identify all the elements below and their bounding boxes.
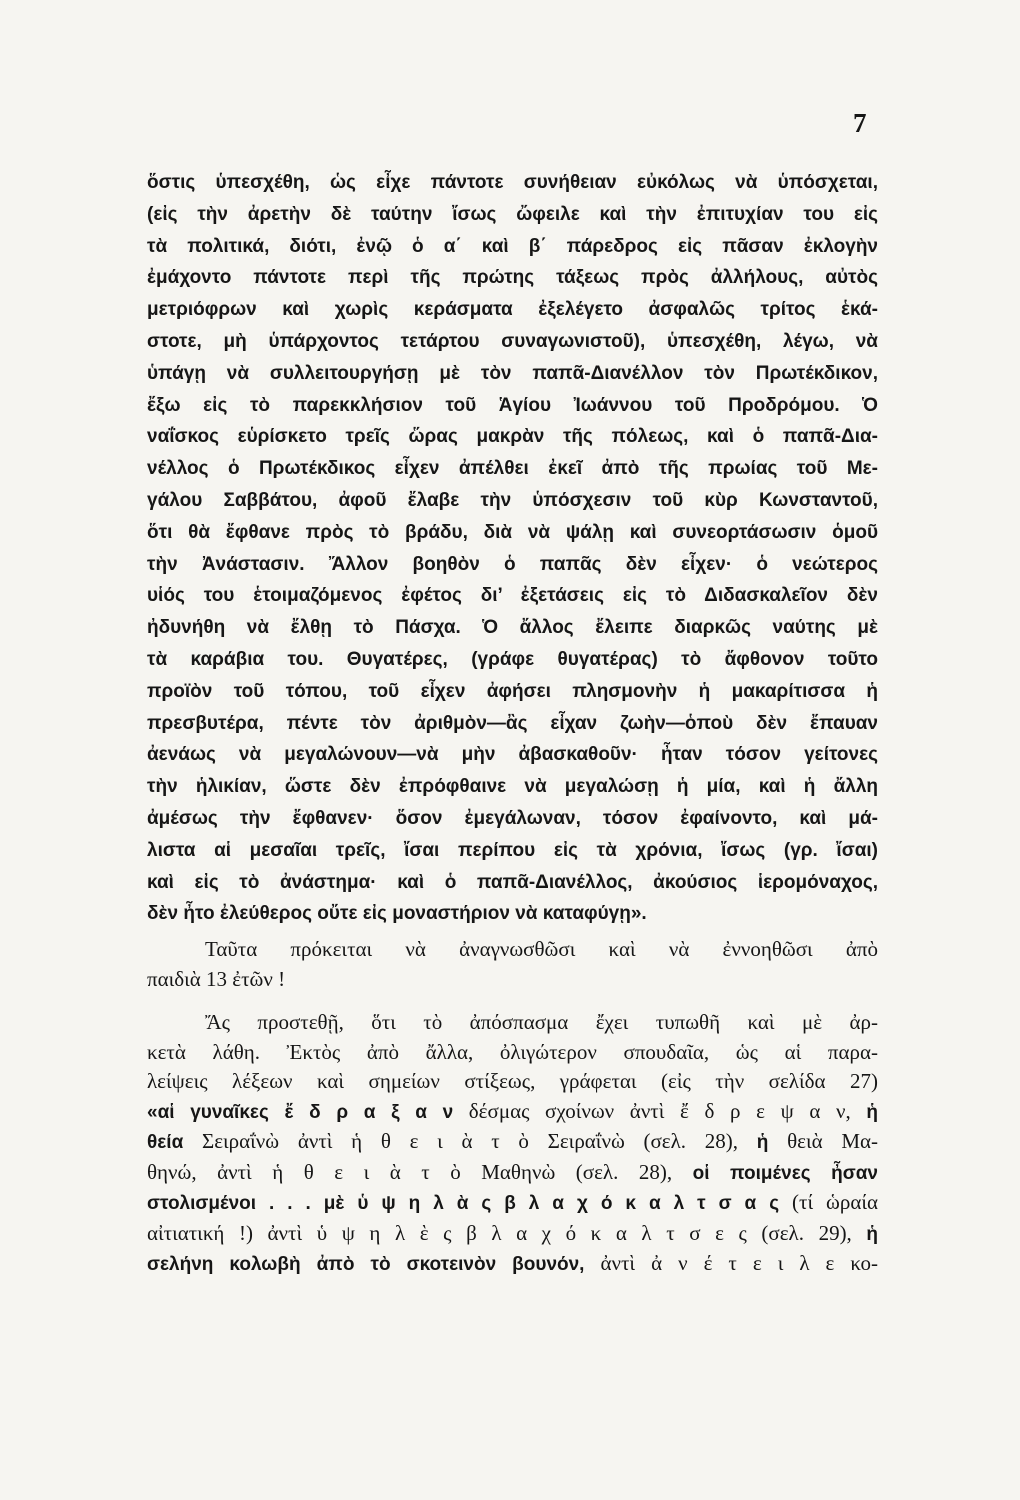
commentary-text: Ἄς προστεθῇ, ὅτι τὸ ἀπόσπασμα ἔχει τυπωθῆ καὶ μὲ ἀρ-	[205, 1010, 878, 1034]
commentary-text: κετὰ λάθη. Ἐκτὸς ἀπὸ ἄλλα, ὀλιγώτερον σπουδαῖα, ὡς αἱ παρα-	[147, 1039, 878, 1064]
commentary-paragraph	[147, 1008, 878, 1280]
quote-line: δὲν ἦτο ἐλεύθερος οὔτε εἰς μοναστήριον νὰ καταφύγῃ».	[147, 903, 647, 925]
commentary-line	[147, 1127, 878, 1158]
commentary-text: ἀντὶ ἀ ν έ τ ε ι λ ε κο-	[584, 1251, 878, 1275]
quoted-phrase: ἡ	[756, 1132, 769, 1153]
quote-line: ὅτι θὰ ἔφθανε πρὸς τὸ βράδυ, διὰ νὰ ψάλῃ καὶ συνεορτάσωσιν ὁμοῦ	[147, 521, 878, 543]
quoted-phrase: «αἱ γυναῖκες ἔ δ ρ α ξ α ν	[147, 1101, 454, 1123]
quote-line: (εἰς τὴν ἀρετὴν δὲ ταύτην ἴσως ὤφειλε καὶ τὴν ἐπιτυχίαν του εἰς	[147, 203, 878, 225]
commentary-paragraph	[147, 935, 878, 994]
commentary-line	[147, 965, 878, 995]
commentary-text: Ταῦτα πρόκειται νὰ ἀναγνωσθῶσι καὶ νὰ ἐννοηθῶσι ἀπὸ	[205, 937, 878, 961]
commentary-text: θηνώ, ἀντὶ ἡ θ ε ι ὰ τ ὸ Μαθηνὼ (σελ. 28),	[147, 1159, 693, 1184]
commentary-line	[147, 935, 878, 965]
quote-line: γάλου Σαββάτου, ἀφοῦ ἔλαβε τὴν ὑπόσχεσιν τοῦ κὺρ Κωνσταντοῦ,	[147, 489, 878, 511]
quote-line: τὰ πολιτικά, διότι, ἐνῷ ὁ α΄ καὶ β΄ πάρεδρος εἰς πᾶσαν ἐκλογὴν	[147, 235, 878, 257]
commentary-line	[147, 1219, 878, 1250]
commentary-text: (τί ὡραία	[779, 1190, 878, 1214]
quote-line: λιστα αἱ μεσαῖαι τρεῖς, ἴσαι περίπου εἰς τὰ χρόνια, ἴσως (γρ. ἴσαι)	[147, 839, 878, 861]
commentary-line	[147, 1008, 878, 1038]
commentary-text: παιδιὰ 13 ἐτῶν !	[147, 966, 286, 991]
quoted-excerpt	[147, 167, 878, 930]
quote-line: ὅστις ὑπεσχέθη, ὡς εἶχε πάντοτε συνήθειαν εὐκόλως νὰ ὑπόσχεται,	[147, 172, 878, 193]
quote-line: ἠδυνήθη νὰ ἔλθῃ τὸ Πάσχα. Ὁ ἄλλος ἔλειπε διαρκῶς ναύτης μὲ	[147, 617, 878, 639]
commentary	[147, 935, 878, 1280]
quoted-phrase: ἡ	[866, 1101, 878, 1123]
quote-line: υἱός του ἑτοιμαζόμενος ἐφέτος δι’ ἐξετάσεις εἰς τὸ Διδασκαλεῖον δὲν	[147, 585, 878, 607]
quoted-phrase: οἱ ποιμένες ἦσαν	[692, 1162, 878, 1184]
quote-line: τὴν ἡλικίαν, ὥστε δὲν ἐπρόφθαινε νὰ μεγαλώσῃ ἡ μία, καὶ ἡ ἄλλη	[147, 776, 878, 798]
commentary-text: λείψεις λέξεων καὶ σημείων στίξεως, γράφεται (εἰς τὴν σελίδα 27)	[147, 1069, 878, 1093]
commentary-line	[147, 1097, 878, 1128]
commentary-line	[147, 1188, 878, 1219]
quote-line: νέλλος ὁ Πρωτέκδικος εἶχεν ἀπέλθει ἐκεῖ ἀπὸ τῆς πρωίας τοῦ Με-	[147, 458, 878, 480]
quote-line: ἔξω εἰς τὸ παρεκκλήσιον τοῦ Ἁγίου Ἰωάννου τοῦ Προδρόμου. Ὁ	[147, 394, 878, 416]
quote-line: τὴν Ἀνάστασιν. Ἄλλον βοηθὸν ὁ παπᾶς δὲν εἶχεν· ὁ νεώτερος	[147, 553, 878, 575]
commentary-text: αἰτιατική !) ἀντὶ ὑ ψ η λ ὲ ς β λ α χ ό κ α λ τ σ ε ς (σελ. 29),	[147, 1220, 867, 1245]
quoted-phrase: ἡ	[866, 1223, 878, 1245]
quoted-phrase: θεία	[147, 1132, 184, 1153]
quote-line: μετριόφρων καὶ χωρὶς κεράσματα ἐξελέγετο ἀσφαλῶς τρίτος ἑκά-	[147, 299, 878, 321]
quote-line: προϊὸν τοῦ τόπου, τοῦ εἶχεν ἀφήσει πλησμονὴν ἡ μακαρίτισσα ἡ	[147, 680, 878, 702]
quoted-phrase: σελήνη κολωβὴ ἀπὸ τὸ σκοτεινὸν βουνόν,	[147, 1254, 585, 1275]
quote-line: τὰ καράβια του. Θυγατέρες, (γράφε θυγατέρας) τὸ ἄφθονον τοῦτο	[147, 648, 878, 670]
commentary-line	[147, 1038, 878, 1068]
page-number: 7	[853, 108, 867, 138]
quote-line: πρεσβυτέρα, πέντε τὸν ἀριθμὸν—ἂς εἶχαν ζωὴν—ὁποὺ δὲν ἔπαυαν	[147, 712, 878, 734]
commentary-line	[147, 1249, 878, 1280]
quote-line: καὶ εἰς τὸ ἀνάστημα· καὶ ὁ παπᾶ-Διανέλλος, ἀκούσιος ἱερομόναχος,	[147, 871, 878, 893]
commentary-line	[147, 1067, 878, 1097]
commentary-text: δέσμας σχοίνων ἀντὶ ἔ δ ρ ε ψ α ν,	[453, 1098, 867, 1123]
commentary-text: Σειραΐνὼ ἀντὶ ἡ θ ε ι ὰ τ ὸ Σειραΐνὼ (σελ. 28),	[183, 1129, 757, 1153]
quote-line: ἐμάχοντο πάντοτε περὶ τῆς πρώτης τάξεως πρὸς ἀλλήλους, αὐτὸς	[147, 267, 878, 289]
quote-line: ἀενάως νὰ μεγαλώνουν—νὰ μὴν ἀβασκαθοῦν· ἦταν τόσον γείτονες	[147, 744, 878, 766]
quote-line: ναΐσκος εὑρίσκετο τρεῖς ὥρας μακρὰν τῆς πόλεως, καὶ ὁ παπᾶ-Δια-	[147, 426, 878, 448]
commentary-line	[147, 1158, 878, 1189]
quote-line: ἀμέσως τὴν ἔφθανεν· ὅσον ἐμεγάλωναν, τόσον ἐφαίνοντο, καὶ μά-	[147, 807, 878, 829]
commentary-text: θειὰ Μα-	[768, 1129, 878, 1153]
quoted-phrase: στολισμένοι . . . μὲ ὑ ψ η λ ὰ ς β λ α χ ό κ α λ τ σ α ς	[147, 1193, 780, 1214]
quote-line: στοτε, μὴ ὑπάρχοντος τετάρτου συναγωνιστοῦ), ὑπεσχέθη, λέγω, νὰ	[147, 330, 878, 352]
quote-line: ὑπάγῃ νὰ συλλειτουργήσῃ μὲ τὸν παπᾶ-Διανέλλον τὸν Πρωτέκδικον,	[147, 362, 878, 384]
